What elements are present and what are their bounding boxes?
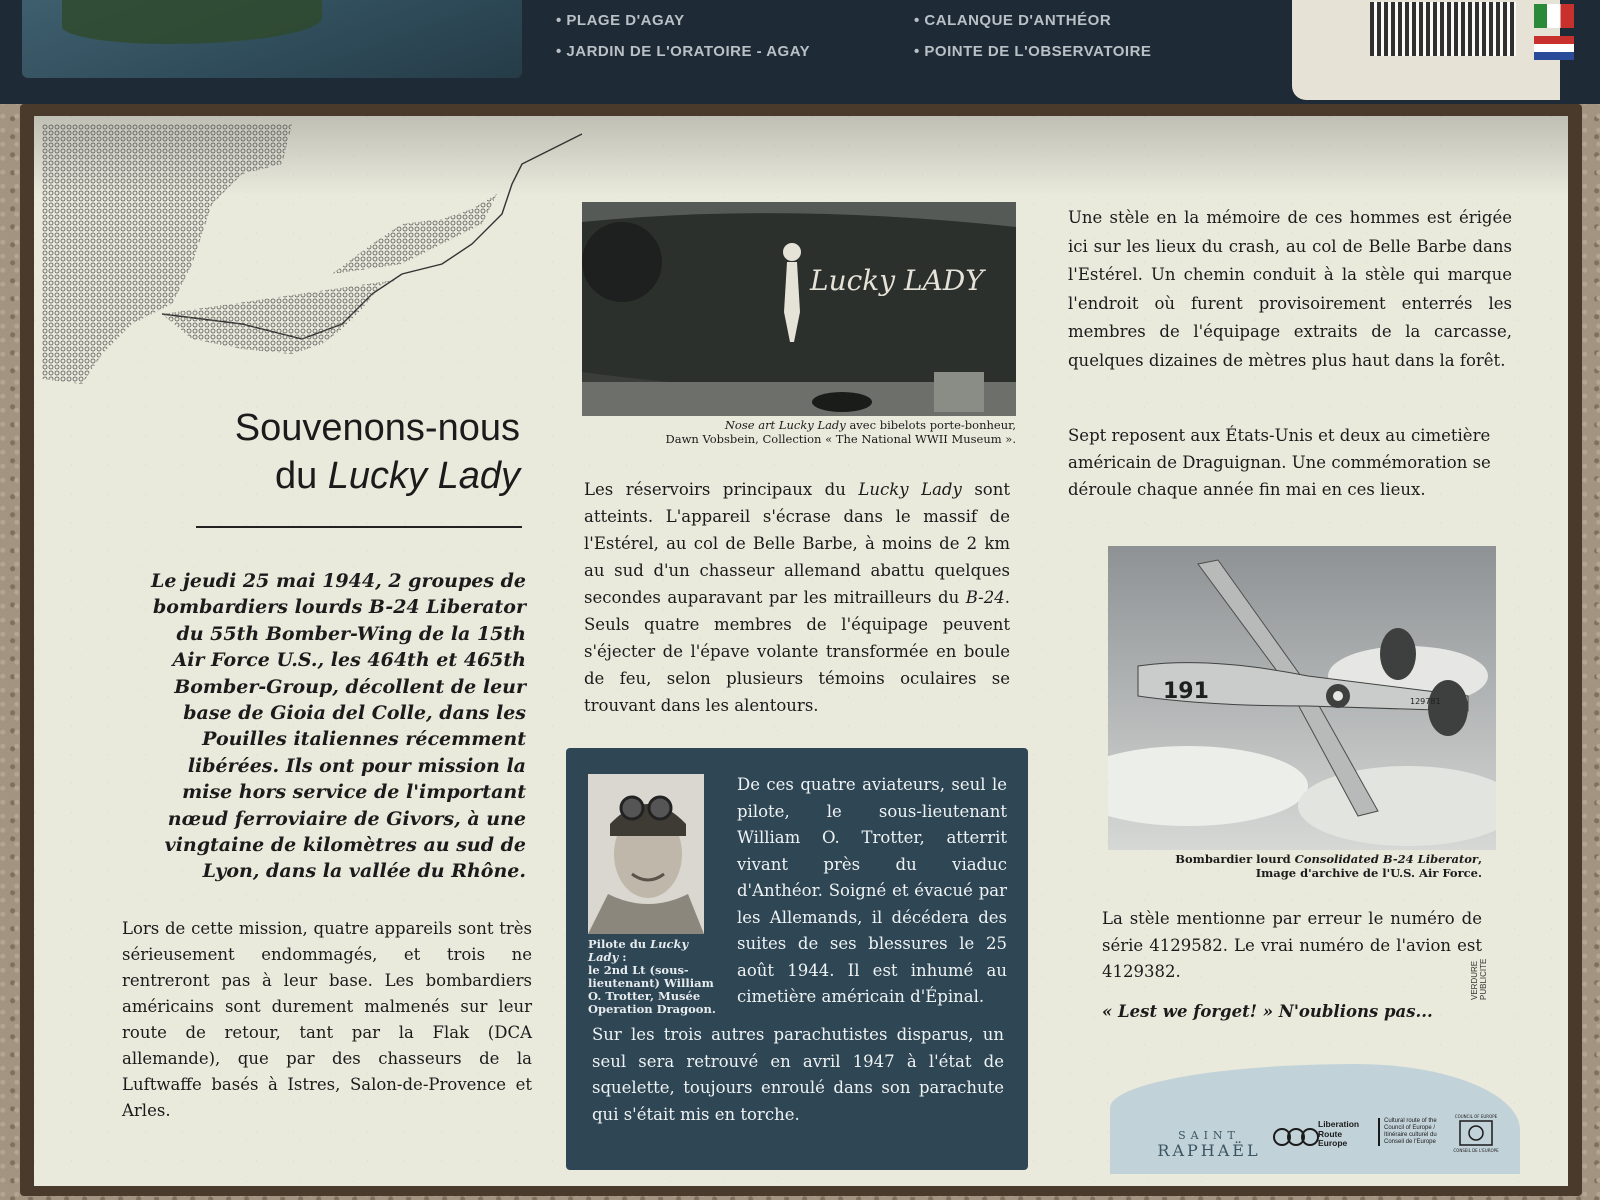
nose-art-caption: Nose art Lucky Lady avec bibelots porte-bonheur, Dawn Vobsbein, Collection « The National WWII Museum ».	[665, 418, 1016, 446]
memorial-quote: « Lest we forget! » N'oublions pas...	[1102, 1002, 1433, 1021]
pilot-caption: Pilote du Lucky Lady : le 2nd Lt (sous-lieutenant) William O. Trotter, Musée Operation Dragoon.	[588, 937, 716, 1016]
place-item: • PLAGE D'AGAY	[556, 12, 685, 29]
paragraph-crash: Les réservoirs principaux du Lucky Lady sont atteints. L'appareil s'écrase dans le massif de l'Estérel, au col de Belle Barbe, à moins de 2 km au sud d'un chasseur allemand abattu quelques secondes auparavant par les mitrailleurs du B-24. Seuls quatre membres de l'équipage peuvent s'éjecter de l'épave volante transformée en boule de feu, selon plusieurs témoins oculaires se trouvant dans les alentours.	[584, 480, 1010, 715]
paragraph-commemoration: Sept reposent aux États-Unis et deux au cimetière américain de Draguignan. Une commémoration se déroule chaque année fin mai en ces lieux.	[1068, 426, 1491, 499]
page-title	[150, 404, 520, 500]
svg-text:COUNCIL OF EUROPE: COUNCIL OF EUROPE	[1454, 1114, 1498, 1119]
nose-art-photo	[582, 202, 1016, 416]
paragraph-parachutists: Sur les trois autres parachutistes disparus, un seul sera retrouvé en avril 1947 à l'état de squelette, toujours enroulé dans son parachute qui s'était mis en torche.	[592, 1025, 1004, 1124]
upper-sign	[0, 0, 1600, 104]
svg-text:CONSEIL DE L'EUROPE: CONSEIL DE L'EUROPE	[1453, 1148, 1499, 1153]
paragraph-mission: Lors de cette mission, quatre appareils sont très sérieusement endommagés, et trois ne rentreront pas à leur base. Les bombardiers américains sont durement malmenés sur leur route de retour, tant par la Flak (DCA allemande), que par des chasseurs de la Luftwaffe basés à Istres, Salon-de-Provence et Arles.	[122, 919, 532, 1120]
council-of-europe-icon	[1448, 1112, 1504, 1156]
liberator-caption: Bombardier lourd Consolidated B-24 Liberator, Image d'archive de l'U.S. Air Force.	[1175, 852, 1482, 880]
tail-number: 129781	[1410, 697, 1441, 706]
cultural-route-label: Cultural route of the Council of Europe / Itinéraire culturel du Conseil de l'Europe	[1378, 1118, 1456, 1146]
b24-liberator-photo	[1108, 546, 1496, 850]
title-line-1: Souvenons-nous	[234, 407, 520, 449]
liberation-route-europe-logo: Liberation Route Europe	[1318, 1119, 1360, 1148]
title-line-2: du Lucky Lady	[274, 455, 520, 497]
nose-art-text: Lucky LADY	[810, 264, 984, 297]
title-divider	[196, 526, 522, 528]
places-list-left	[556, 12, 810, 74]
place-item: • CALANQUE D'ANTHÉOR	[914, 12, 1112, 29]
place-item: • POINTE DE L'OBSERVATOIRE	[914, 43, 1152, 60]
publisher-credit: VERDURE PUBLICITE	[1470, 958, 1488, 1000]
coastline-map-graphic	[42, 124, 602, 394]
place-item: • JARDIN DE L'ORATOIRE - AGAY	[556, 43, 811, 60]
fuselage-number: 191	[1163, 679, 1209, 704]
italian-flag-icon	[1534, 4, 1574, 28]
qr-code	[1370, 2, 1516, 56]
paragraph-serial-number: La stèle mentionne par erreur le numéro de série 4129582. Le vrai numéro de l'avion est 4129382.	[1102, 909, 1482, 981]
places-list-right	[914, 12, 1151, 74]
intro-paragraph: Le jeudi 25 mai 1944, 2 groupes de bombardiers lourds B-24 Liberator du 55th Bomber-Wing de la 15th Air Force U.S., les 464th et 465th Bomber-Group, décollent de leur base de Gioia del Colle, dans les Pouilles italiennes récemment libérées. Ils ont pour mission la mise hors service de l'important nœud ferroviaire de Givors, à une vingtaine de kilomètres au sud de Lyon, dans la vallée du Rhône.	[150, 570, 526, 883]
upper-sign-map	[22, 0, 522, 78]
french-flag-icon	[1534, 36, 1574, 60]
paragraph-pilot: De ces quatre aviateurs, seul le pilote, le sous-lieutenant William O. Trotter, atterrit vivant près du viaduc d'Anthéor. Soigné et évacué par les Allemands, il décédera des suites de ses blessures le 25 août 1944. Il est inhumé au cimetière américain d'Épinal.	[737, 775, 1007, 1006]
saint-raphael-logo: SAINT RAPHAËL	[1157, 1129, 1261, 1160]
pilot-portrait	[588, 774, 704, 934]
paragraph-stele: Une stèle en la mémoire de ces hommes est érigée ici sur les lieux du crash, au col de Belle Barbe dans l'Estérel. Un chemin conduit à la stèle qui marque l'endroit où furent provisoirement enterrés les membres de l'équipage extraits de la carcasse, quelques dizaines de mètres plus haut dans la forêt.	[1068, 208, 1512, 370]
title-italic: Lucky Lady	[327, 455, 520, 497]
liberation-route-europe-icon	[1272, 1122, 1324, 1152]
